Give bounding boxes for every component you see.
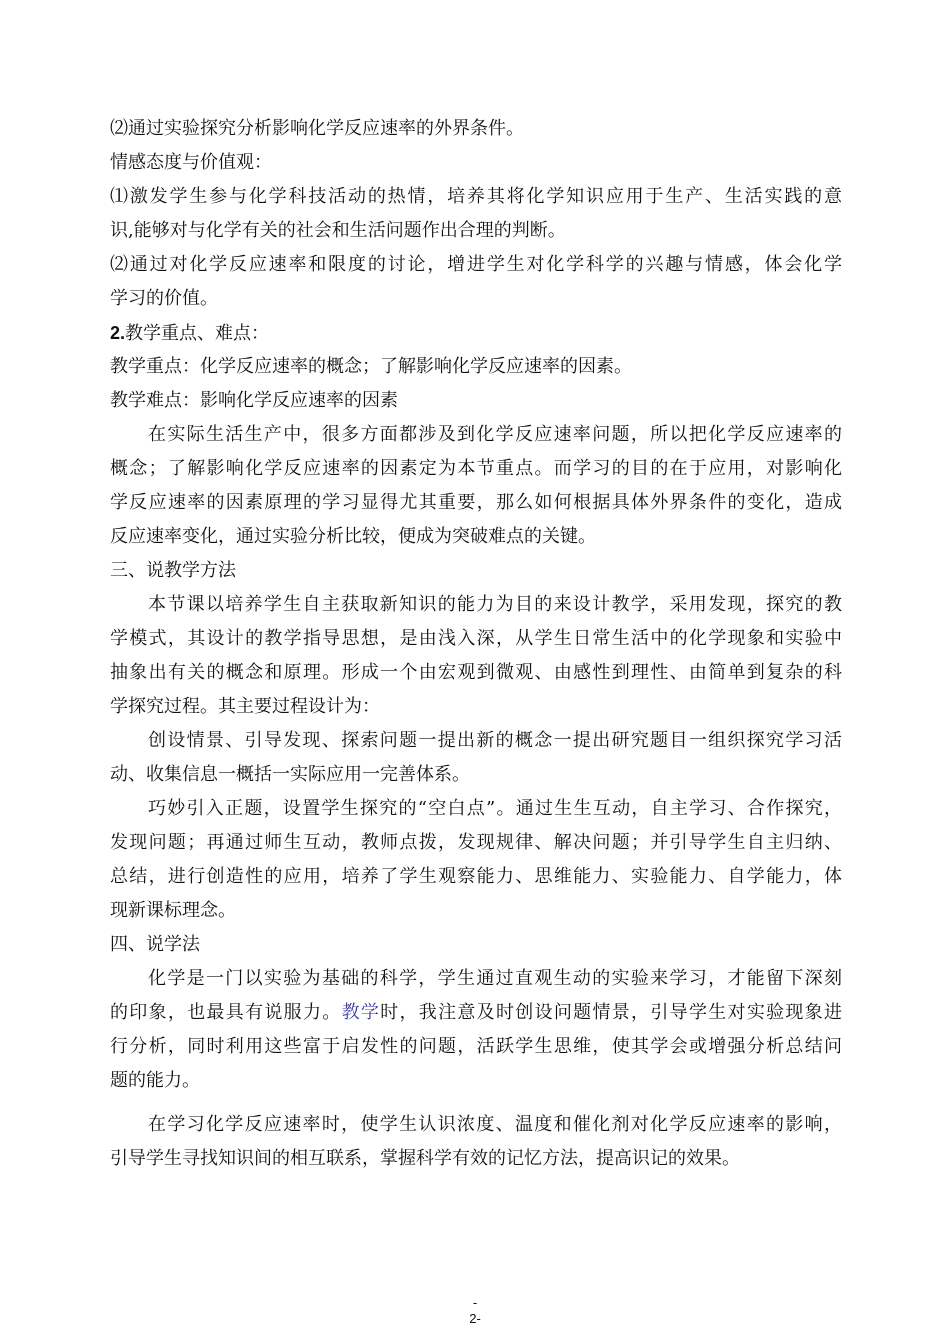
text-line: 反应速率变化，通过实验分析比较，便成为突破难点的关键。 bbox=[110, 526, 596, 547]
paragraph-first-line: 在学习化学反应速率时，使学生认识浓度、温度和催化剂对化学反应速率的影响， bbox=[148, 1114, 842, 1135]
text-line: 行分析，同时利用这些富于启发性的问题，活跃学生思维，使其学会或增强分析总结问 bbox=[110, 1036, 842, 1057]
section-number: 2. bbox=[110, 323, 126, 343]
text-line: ⑴激发学生参与化学科技活动的热情，培养其将化学知识应用于生产、生活实践的意 bbox=[110, 186, 842, 207]
page-number: 2- bbox=[469, 1311, 481, 1326]
teaching-link[interactable]: 教学 bbox=[341, 1002, 381, 1023]
text-line: 总结，进行创造性的应用，培养了学生观察能力、思维能力、实验能力、自学能力，体 bbox=[110, 866, 842, 887]
text-line: 抽象出有关的概念和原理。形成一个由宏观到微观、由感性到理性、由简单到复杂的科 bbox=[110, 662, 842, 683]
text-line: 学反应速率的因素原理的学习显得尤其重要，那么如何根据具体外界条件的变化，造成 bbox=[110, 492, 842, 513]
text-line: 现新课标理念。 bbox=[110, 900, 236, 921]
text-line: 概念；了解影响化学反应速率的因素定为本节重点。而学习的目的在于应用，对影响化 bbox=[110, 458, 842, 479]
section-label: 情感态度与价值观： bbox=[110, 152, 272, 173]
section-heading bbox=[110, 316, 842, 350]
text-span: 时，我注意及时创设问题情景，引导学生对实验现象进 bbox=[380, 1002, 842, 1023]
text-line: ⑵通过实验探究分析影响化学反应速率的外界条件。 bbox=[110, 118, 524, 139]
text-line: 引导学生寻找知识间的相互联系，掌握科学有效的记忆方法，提高识记的效果。 bbox=[110, 1148, 740, 1169]
text-line: 发现问题；再通过师生互动，教师点拨，发现规律、解决问题；并引导学生自主归纳、 bbox=[110, 832, 842, 853]
footer-dash: - bbox=[472, 1295, 478, 1310]
text-line: 题的能力。 bbox=[110, 1070, 200, 1091]
text-span: 的印象，也最具有说服力。 bbox=[110, 1002, 342, 1023]
text-line: 学模式，其设计的教学指导思想，是由浅入深，从学生日常生活中的化学现象和实验中 bbox=[110, 628, 842, 649]
text-line: 学习的价值。 bbox=[110, 288, 218, 309]
text-line: 教学重点：化学反应速率的概念；了解影响化学反应速率的因素。 bbox=[110, 356, 632, 377]
text-line: 识,能够对与化学有关的社会和生活问题作出合理的判断。 bbox=[110, 220, 566, 241]
paragraph-first-line: 本节课以培养学生自主获取新知识的能力为目的来设计教学，采用发现，探究的教 bbox=[148, 594, 842, 615]
paragraph-first-line: 巧妙引入正题，设置学生探究的“空白点”。通过生生互动，自主学习、合作探究， bbox=[148, 798, 842, 819]
text-line bbox=[110, 996, 842, 1030]
text-line: 教学难点：影响化学反应速率的因素 bbox=[110, 390, 398, 411]
paragraph-first-line: 在实际生活生产中，很多方面都涉及到化学反应速率问题，所以把化学反应速率的 bbox=[148, 424, 842, 445]
paragraph-first-line: 创设情景、引导发现、探索问题一提出新的概念一提出研究题目一组织探究学习活 bbox=[148, 730, 842, 751]
paragraph-gap bbox=[110, 1098, 842, 1108]
text-line: 学探究过程。其主要过程设计为： bbox=[110, 696, 380, 717]
section-heading: 四、说学法 bbox=[110, 934, 200, 955]
paragraph-first-line: 化学是一门以实验为基础的科学，学生通过直观生动的实验来学习，才能留下深刻 bbox=[148, 968, 842, 989]
text-line: ⑵通过对化学反应速率和限度的讨论，增进学生对化学科学的兴趣与情感，体会化学 bbox=[110, 254, 842, 275]
document-body bbox=[110, 112, 842, 1176]
section-heading-text: 教学重点、难点： bbox=[125, 323, 270, 344]
section-heading: 三、说教学方法 bbox=[110, 560, 236, 581]
text-line: 动、收集信息一概括一实际应用一完善体系。 bbox=[110, 764, 470, 785]
